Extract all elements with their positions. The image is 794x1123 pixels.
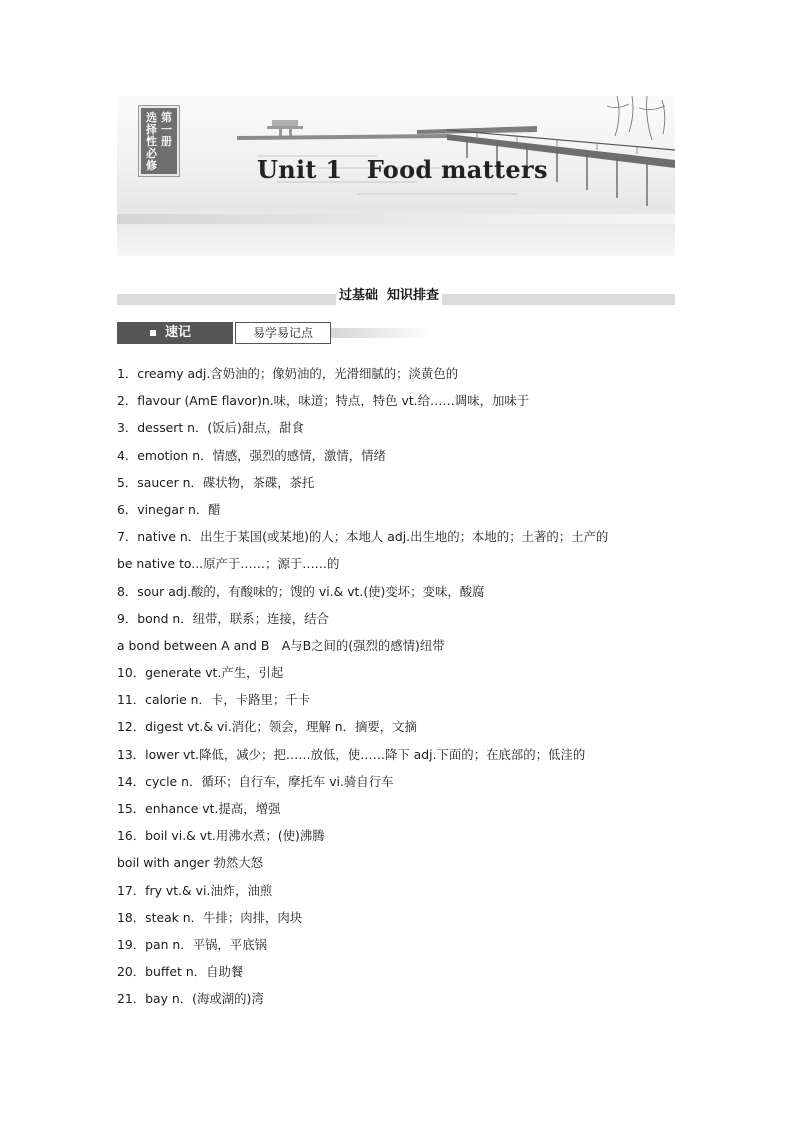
vocab-line: 5．saucer n．碟状物，茶碟，茶托 <box>117 474 315 490</box>
tab-quick-notes-label: 速记 <box>165 325 192 340</box>
vocab-line: 18．steak n．牛排；肉排，肉块 <box>117 909 303 925</box>
vocab-line: boil with anger 勃然大怒 <box>117 855 264 871</box>
vocab-line: 19．pan n．平锅，平底锅 <box>117 936 267 952</box>
vocab-line: 11．calorie n．卡，卡路里；千卡 <box>117 692 311 708</box>
vocab-line: 13．lower vt.降低，减少；把……放低，使……降下 adj.下面的；在底部的；低洼的 <box>117 746 586 762</box>
vocab-line: 10．generate vt.产生，引起 <box>117 665 284 681</box>
volume-tag <box>139 106 179 176</box>
vocab-line: 1．creamy adj.含奶油的；像奶油的，光滑细腻的；淡黄色的 <box>117 366 459 381</box>
tab-row <box>117 322 433 344</box>
vocab-line: 2．flavour (AmE flavor)n.味，味道；特点，特色 vt.给……调味，加味于 <box>117 393 530 409</box>
vocab-line: 4．emotion n．情感，强烈的感情，激情，情绪 <box>117 447 386 463</box>
tab-easy-points: 易学易记点 <box>235 322 331 344</box>
vocab-line: a bond between A and B A与B之间的(强烈的感情)纽带 <box>117 637 445 653</box>
vocab-line: 16．boil vi.& vt.用沸水煮；(使)沸腾 <box>117 828 325 844</box>
vocab-line: 14．cycle n．循环；自行车，摩托车 vi.骑自行车 <box>117 773 394 789</box>
vocab-line: 17．fry vt.& vi.油炸，油煎 <box>117 882 273 898</box>
vocab-line: 21．bay n．(海或湖的)湾 <box>117 991 264 1007</box>
unit-title: Unit 1 Food matters <box>257 155 548 184</box>
vocab-line: 8．sour adj.酸的，有酸味的；馊的 vi.& vt.(使)变坏；变味，酸腐 <box>117 583 485 599</box>
vocab-line: 12．digest vt.& vi.消化；领会，理解 n．摘要，文摘 <box>117 719 417 735</box>
vocab-line: be native to...原产于……；源于……的 <box>117 556 340 572</box>
tab-quick-notes <box>117 322 233 344</box>
vocab-line: 3．dessert n．(饭后)甜点，甜食 <box>117 420 304 436</box>
banner-divider <box>117 214 675 224</box>
vocab-line: 6．vinegar n．醋 <box>117 501 221 517</box>
volume-tag-line-2: 选择性必修 <box>146 111 157 172</box>
unit-banner <box>117 96 675 256</box>
vocab-line: 20．buffet n．自助餐 <box>117 964 244 980</box>
tab-row-fade <box>331 328 431 338</box>
volume-tag-line-1: 第一册 <box>161 111 172 148</box>
vocab-line: 9．bond n．纽带，联系；连接，结合 <box>117 610 329 626</box>
vocabulary-list <box>117 364 677 1017</box>
square-bullet-icon <box>150 330 156 336</box>
section-title: 过基础 知识排查 <box>336 287 442 305</box>
section-header <box>117 287 675 307</box>
vocab-line: 7．native n．出生于某国(或某地)的人；本地人 adj.出生地的；本地的；土著的；土产的 <box>117 529 609 545</box>
vocab-line: 15．enhance vt.提高，增强 <box>117 801 281 816</box>
